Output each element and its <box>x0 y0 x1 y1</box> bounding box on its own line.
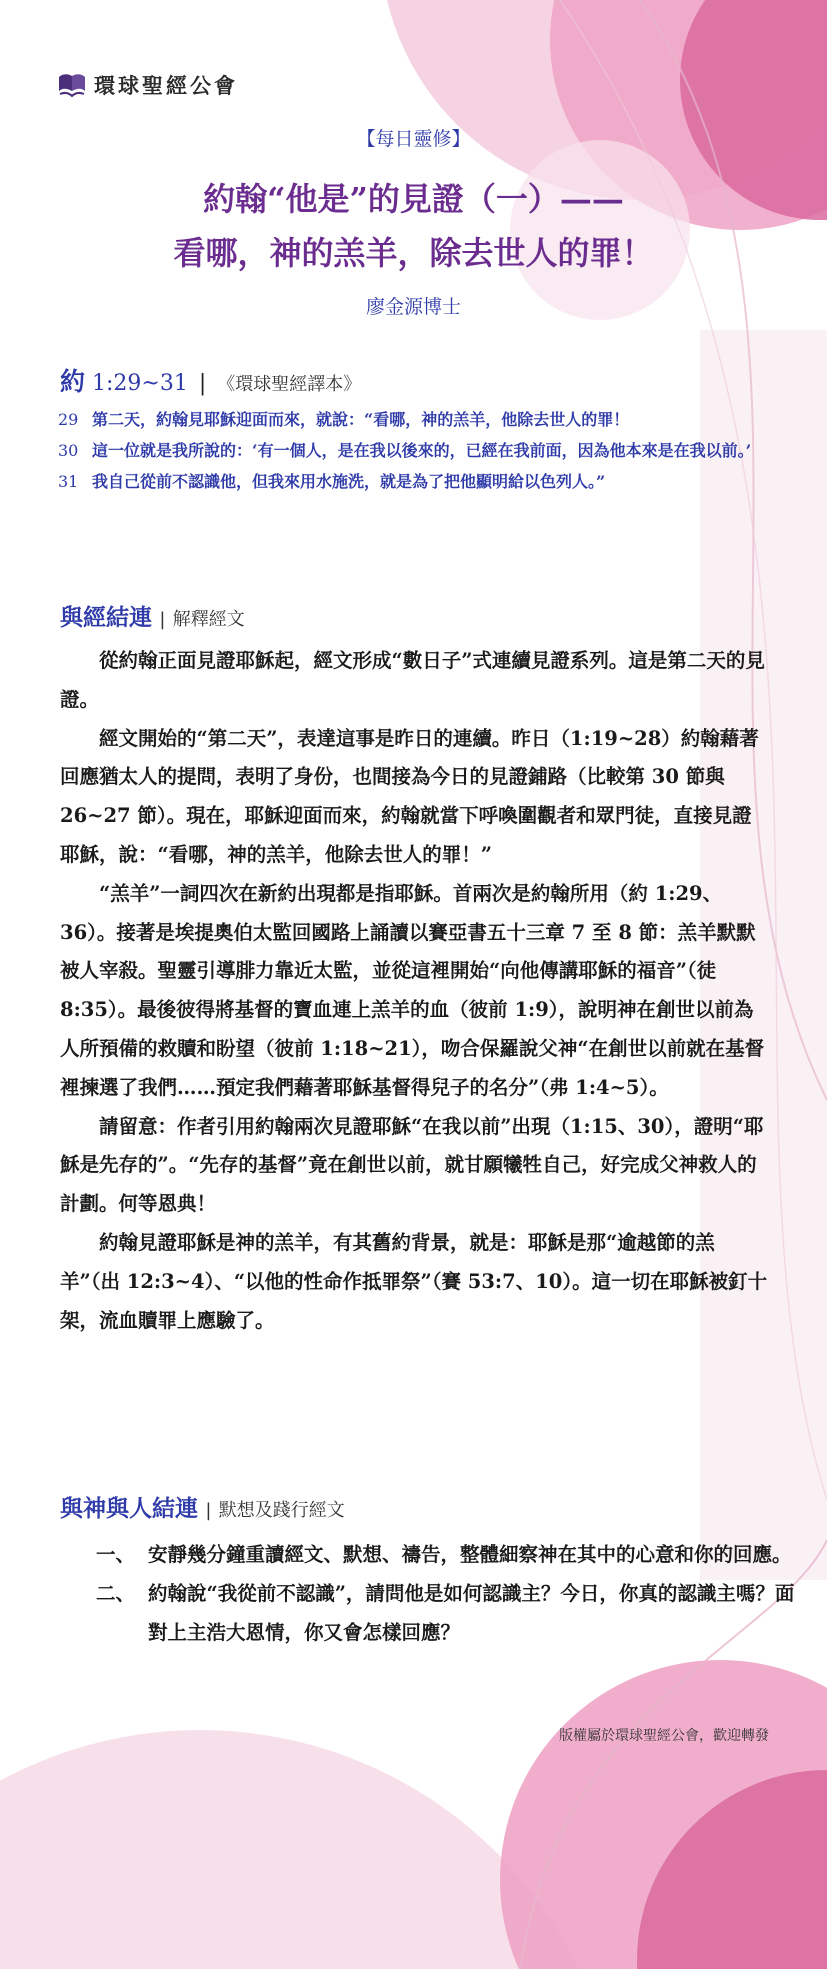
section-heading-scripture <box>60 599 245 632</box>
verse-31 <box>58 466 770 497</box>
application-list <box>96 1535 796 1652</box>
verse-text: 這一位就是我所說的：‘有一個人，是在我以後來的，已經在我前面，因為他本來是在我以前。’ <box>92 441 752 460</box>
section-subtitle: 默想及踐行經文 <box>218 1500 345 1521</box>
title-line-2: 看哪，神的羔羊，除去世人的罪！ <box>173 234 654 272</box>
verse-number: 31 <box>58 472 79 491</box>
verse-number: 30 <box>58 441 79 460</box>
author: 廖金源博士 <box>365 296 461 318</box>
copyright-notice: 版權屬於環球聖經公會，歡迎轉發 <box>559 1728 769 1744</box>
list-item-text: 約翰說“我從前不認識”，請問他是如何認識主？今日，你真的認識主嗎？面對上主浩大恩情，你又會怎樣回應？ <box>148 1582 795 1644</box>
section-separator: | <box>159 609 166 630</box>
section-subtitle: 解釋經文 <box>172 609 245 630</box>
list-item <box>96 1535 796 1574</box>
list-item-number: 二、 <box>96 1582 136 1605</box>
paragraph: 從約翰正面見證耶穌起，經文形成“數日子”式連續見證系列。這是第二天的見證。 <box>60 649 765 711</box>
paragraph: 經文開始的“第二天”，表達這事是昨日的連續。昨日（1:19~28）約翰藉著回應猶太人的提問，表明了身份，也間接為今日的見證鋪路（比較第 30 節與 26~27 節）。現在，耶穌迎面而來，約翰就當下呼喚圍觀者和眾門徒，直接見證耶穌，說：“看哪，神的羔羊，他除去世人的罪！” <box>60 726 759 866</box>
paragraph: “羔羊”一詞四次在新約出現都是指耶穌。首兩次是約翰所用（約 1:29、36）。接著是埃提奧伯太監回國路上誦讀以賽亞書五十三章 7 至 8 節：羔羊默默被人宰殺。聖靈引導腓力靠近太監，並從這裡開始“向他傳講耶穌的福音”（徒 8:35）。最後彼得將基督的寶血連上羔羊的血（彼前 1:9），說明神在創世以前為人所預備的救贖和盼望（彼前 1:18~21），吻合保羅說父神“在創世以前就在基督裡揀選了我們……預定我們藉著耶穌基督得兒子的名分”（弗 1:4~5）。 <box>60 881 765 1099</box>
scripture-verses <box>58 404 770 497</box>
logo <box>58 70 238 100</box>
commentary-body <box>60 642 768 1340</box>
section-title: 與經結連 <box>60 604 152 631</box>
book-logo-icon <box>58 72 86 98</box>
logo-text: 環球聖經公會 <box>94 74 238 98</box>
section-separator: | <box>205 1500 212 1521</box>
verse-number: 29 <box>58 410 79 429</box>
list-item-number: 一、 <box>96 1543 136 1566</box>
section-title: 與神與人結連 <box>60 1495 198 1522</box>
series-label: 【每日靈修】 <box>356 128 471 150</box>
section-heading-application <box>60 1490 345 1523</box>
title-line-1: 約翰“他是”的見證（一）—— <box>203 180 624 218</box>
scripture-range: 1:29~31 <box>92 371 188 396</box>
scripture-separator: | <box>198 371 207 396</box>
paragraph: 約翰見證耶穌是神的羔羊，有其舊約背景，就是：耶穌是那“逾越節的羔羊”（出 12:3~4）、“以他的性命作抵罪祭”（賽 53:7、10）。這一切在耶穌被釘十架，流血贖罪上應驗了。 <box>60 1230 768 1332</box>
list-item-text: 安靜幾分鐘重讀經文、默想、禱告，整體細察神在其中的心意和你的回應。 <box>148 1543 792 1566</box>
verse-text: 我自己從前不認識他，但我來用水施洗，就是為了把他顯明給以色列人。” <box>92 472 606 491</box>
list-item <box>96 1574 796 1652</box>
verse-text: 第二天，約翰見耶穌迎面而來，就說：“看哪，神的羔羊，他除去世人的罪！ <box>92 410 630 429</box>
scripture-version: 《環球聖經譯本》 <box>217 374 362 395</box>
verse-29 <box>58 404 770 435</box>
scripture-reference <box>60 362 361 398</box>
verse-30 <box>58 435 770 466</box>
scripture-book: 約 <box>60 367 86 396</box>
paragraph: 請留意：作者引用約翰兩次見證耶穌“在我以前”出現（1:15、30），證明“耶穌是先存的”。“先存的基督”竟在創世以前，就甘願犧牲自己，好完成父神救人的計劃。何等恩典！ <box>60 1114 764 1216</box>
